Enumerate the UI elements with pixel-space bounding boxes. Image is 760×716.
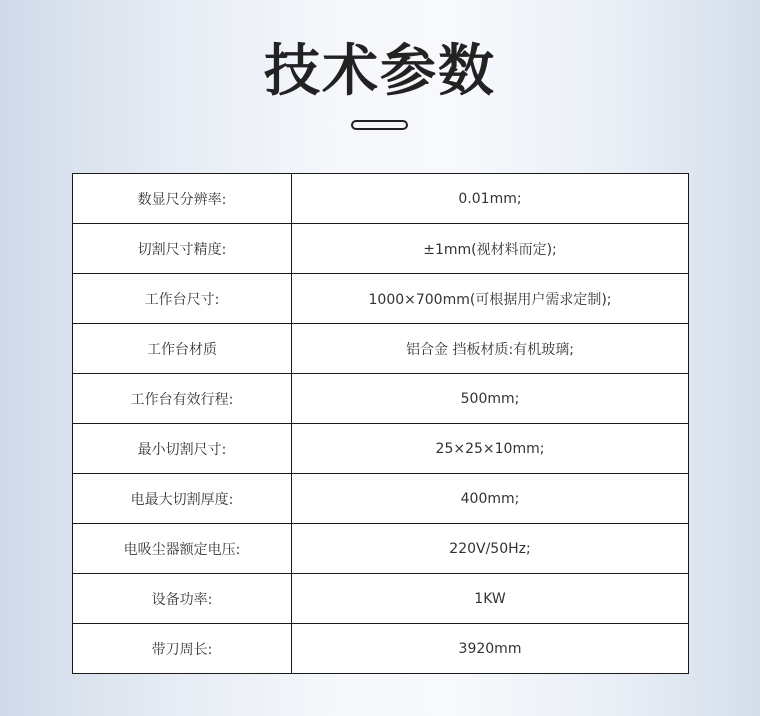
table-row bbox=[73, 224, 689, 274]
table-row bbox=[73, 374, 689, 424]
spec-label: 工作台尺寸: bbox=[73, 274, 292, 324]
table-row bbox=[73, 424, 689, 474]
table-row bbox=[73, 174, 689, 224]
spec-table bbox=[72, 173, 689, 674]
spec-value: 220V/50Hz; bbox=[292, 524, 689, 574]
spec-value: 3920mm bbox=[292, 624, 689, 674]
table-row bbox=[73, 574, 689, 624]
spec-label: 电吸尘器额定电压: bbox=[73, 524, 292, 574]
spec-label: 数显尺分辨率: bbox=[73, 174, 292, 224]
spec-label: 最小切割尺寸: bbox=[73, 424, 292, 474]
spec-value: 1000×700mm(可根据用户需求定制); bbox=[292, 274, 689, 324]
spec-value: 0.01mm; bbox=[292, 174, 689, 224]
table-row bbox=[73, 274, 689, 324]
spec-value: 铝合金 挡板材质:有机玻璃; bbox=[292, 324, 689, 374]
spec-label: 工作台材质 bbox=[73, 324, 292, 374]
spec-value: 500mm; bbox=[292, 374, 689, 424]
spec-value: 25×25×10mm; bbox=[292, 424, 689, 474]
table-row bbox=[73, 524, 689, 574]
table-row bbox=[73, 474, 689, 524]
spec-label: 工作台有效行程: bbox=[73, 374, 292, 424]
spec-label: 设备功率: bbox=[73, 574, 292, 624]
spec-value: ±1mm(视材料而定); bbox=[292, 224, 689, 274]
spec-value: 400mm; bbox=[292, 474, 689, 524]
table-row bbox=[73, 624, 689, 674]
spec-label: 切割尺寸精度: bbox=[73, 224, 292, 274]
page-title: 技术参数 bbox=[264, 39, 496, 104]
title-underline-decoration bbox=[351, 120, 408, 130]
table-row bbox=[73, 324, 689, 374]
spec-label: 电最大切割厚度: bbox=[73, 474, 292, 524]
spec-value: 1KW bbox=[292, 574, 689, 624]
spec-label: 带刀周长: bbox=[73, 624, 292, 674]
